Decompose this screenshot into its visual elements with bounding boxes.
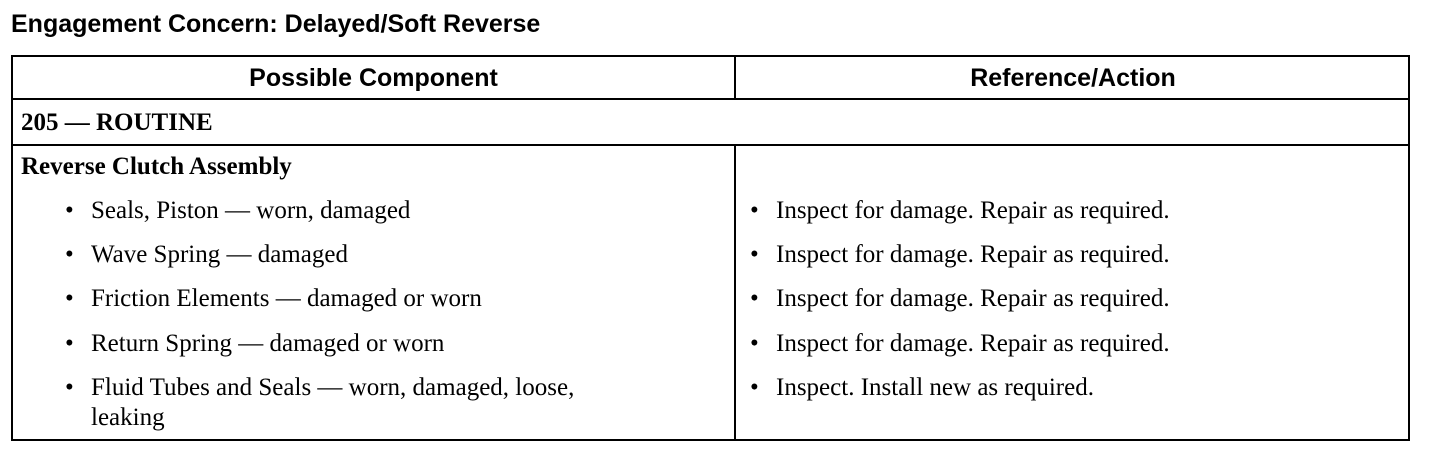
bullet: • (65, 197, 74, 224)
action-text: Inspect for damage. Repair as required. (776, 330, 1170, 357)
body-column-divider (734, 145, 736, 439)
bullet: • (65, 330, 74, 357)
bullet: • (65, 241, 74, 268)
component-text: Wave Spring — damaged (91, 241, 348, 268)
bullet: • (750, 374, 759, 401)
component-text: Seals, Piston — worn, damaged (91, 197, 411, 224)
action-text: Inspect for damage. Repair as required. (776, 197, 1170, 224)
component-text: Friction Elements — damaged or worn (91, 285, 482, 312)
action-text: Inspect for damage. Repair as required. (776, 241, 1170, 268)
diagnostic-table (11, 55, 1410, 441)
bullet: • (750, 241, 759, 268)
page-title: Engagement Concern: Delayed/Soft Reverse (11, 10, 541, 38)
section-divider (13, 144, 1408, 146)
bullet: • (65, 285, 74, 312)
component-text-line-2: leaking (91, 404, 165, 431)
group-heading: Reverse Clutch Assembly (21, 153, 292, 180)
bullet: • (65, 374, 74, 401)
action-text: Inspect. Install new as required. (776, 374, 1094, 401)
bullet: • (750, 285, 759, 312)
header-possible-component: Possible Component (249, 63, 498, 92)
component-text: Return Spring — damaged or worn (91, 330, 445, 357)
action-text: Inspect for damage. Repair as required. (776, 285, 1170, 312)
component-text-line-1: Fluid Tubes and Seals — worn, damaged, loose, (91, 374, 575, 401)
section-label: 205 — ROUTINE (21, 109, 213, 136)
header-reference-action: Reference/Action (970, 63, 1176, 92)
bullet: • (750, 197, 759, 224)
bullet: • (750, 330, 759, 357)
